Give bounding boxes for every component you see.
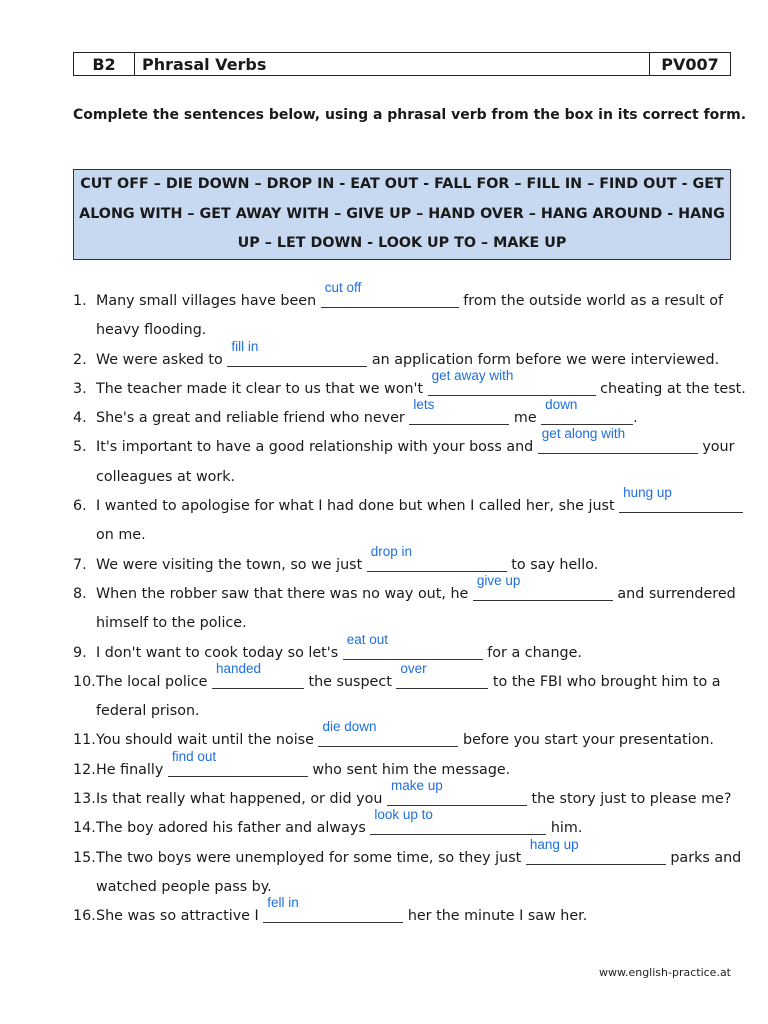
answer-blank[interactable] <box>263 895 403 923</box>
instructions: Complete the sentences below, using a phrasal verb from the box in its correct form. <box>73 107 747 123</box>
sentence-fragment: and surrendered <box>612 585 736 602</box>
filled-answer: die down <box>322 719 377 735</box>
sentence-fragment: your <box>697 439 735 456</box>
sentence-item <box>73 660 733 697</box>
answer-blank[interactable] <box>318 719 458 747</box>
sentence-fragment: the story just to please me? <box>526 791 732 808</box>
answer-blank[interactable] <box>396 660 488 689</box>
sentence-fragment: watched people pass by. <box>96 878 272 895</box>
sentence-continuation <box>73 873 733 902</box>
sentence-number: 10. <box>73 673 96 690</box>
answer-blank[interactable] <box>227 338 367 367</box>
sentence-fragment: She's a great and reliable friend who never <box>96 410 410 427</box>
sentence-fragment: The two boys were unemployed for some time, so they just <box>96 849 526 866</box>
answer-blank[interactable] <box>526 836 666 865</box>
worksheet-code: PV007 <box>649 53 730 75</box>
level-label: B2 <box>74 53 135 75</box>
sentence-fragment: The local police <box>96 673 212 690</box>
sentence-continuation <box>73 609 733 638</box>
sentence-number: 12. <box>73 761 96 778</box>
sentence-fragment: He finally <box>96 761 168 778</box>
sentence-text <box>96 660 721 697</box>
filled-answer: down <box>545 397 578 413</box>
sentence-text <box>96 543 599 580</box>
sentence-fragment: to say hello. <box>506 556 599 573</box>
filled-answer: make up <box>390 778 443 794</box>
sentence-fragment: You should wait until the noise <box>96 732 319 749</box>
sentence-fragment: to the FBI who brought him to a <box>488 673 721 690</box>
filled-answer: hang up <box>529 836 579 852</box>
sentence-fragment: on me. <box>96 527 146 544</box>
filled-answer: hung up <box>623 485 672 501</box>
sentence-item <box>73 367 746 404</box>
sentence-text <box>96 463 235 492</box>
sentence-fragment: The teacher made it clear to us that we won't <box>96 380 428 397</box>
sentence-number: 3. <box>73 380 87 397</box>
sentence-fragment: colleagues at work. <box>96 468 236 485</box>
filled-answer: give up <box>476 572 521 588</box>
worksheet-title: Phrasal Verbs <box>142 54 267 74</box>
sentence-number: 11. <box>73 732 96 749</box>
answer-blank[interactable] <box>619 485 743 513</box>
sentence-text <box>96 338 720 375</box>
sentence-fragment: federal prison. <box>96 703 200 720</box>
sentence-continuation <box>73 697 733 726</box>
sentence-item <box>73 807 733 843</box>
answer-blank[interactable] <box>538 426 698 454</box>
exercise-list <box>73 280 746 932</box>
sentence-fragment: We were visiting the town, so we just <box>96 556 367 573</box>
filled-answer: over <box>400 660 427 676</box>
sentence-fragment: me <box>509 410 542 427</box>
sentence-item <box>73 836 742 873</box>
answer-blank[interactable] <box>321 280 459 308</box>
sentence-text <box>96 836 742 873</box>
sentence-number: 9. <box>73 644 87 661</box>
answer-blank[interactable] <box>343 631 483 660</box>
sentence-fragment: When the robber saw that there was no way out, he <box>96 585 473 602</box>
sentence-item <box>73 543 733 580</box>
answer-blank[interactable] <box>367 543 507 572</box>
sentence-number: 8. <box>73 585 87 602</box>
sentence-fragment: We were asked to <box>96 351 228 368</box>
answer-blank[interactable] <box>541 397 633 425</box>
filled-answer: cut off <box>324 280 362 295</box>
sentence-fragment: from the outside world as a result of <box>458 293 724 309</box>
sentence-item <box>73 572 736 609</box>
sentence-text <box>96 521 146 550</box>
sentence-number: 15. <box>73 849 96 866</box>
sentence-item <box>73 895 733 931</box>
sentence-number: 1. <box>73 293 87 309</box>
word-box-line: UP – LET DOWN - LOOK UP TO – MAKE UP <box>237 235 567 252</box>
sentence-text <box>96 697 200 726</box>
sentence-item <box>73 338 733 375</box>
sentence-text <box>96 631 582 668</box>
sentence-number: 16. <box>73 908 96 925</box>
sentence-text <box>96 873 272 902</box>
sentence-text <box>96 572 736 609</box>
sentence-text <box>96 280 724 316</box>
sentence-fragment: for a change. <box>482 644 582 661</box>
sentence-fragment: heavy flooding. <box>96 322 207 339</box>
sentence-number: 7. <box>73 556 87 573</box>
sentence-number: 5. <box>73 439 87 456</box>
answer-blank[interactable] <box>473 572 613 601</box>
footer-url: www.english-practice.at <box>598 966 731 979</box>
sentence-fragment: I wanted to apologise for what I had done but when I called her, she just <box>96 498 620 515</box>
sentence-number: 4. <box>73 410 87 427</box>
sentence-text <box>96 316 206 345</box>
sentence-fragment: an application form before we were interviewed. <box>367 351 720 368</box>
sentence-text <box>96 426 735 462</box>
sentence-item <box>73 426 735 462</box>
sentence-fragment: The boy adored his father and always <box>96 820 371 837</box>
answer-blank[interactable] <box>212 660 304 689</box>
filled-answer: drop in <box>370 543 413 559</box>
sentence-fragment: She was so attractive I <box>96 908 264 925</box>
sentence-fragment: It's important to have a good relationship with your boss and <box>96 439 538 456</box>
sentence-fragment: . <box>633 410 638 427</box>
sentence-text <box>96 807 583 843</box>
answer-blank[interactable] <box>387 778 527 806</box>
word-box-line: ALONG WITH – GET AWAY WITH – GIVE UP – HAND OVER – HANG AROUND - HANG <box>79 205 725 222</box>
sentence-fragment: I don't want to cook today so let's <box>96 644 343 661</box>
sentence-number: 14. <box>73 820 96 837</box>
sentence-number: 6. <box>73 498 87 515</box>
sentence-fragment: before you start your presentation. <box>458 732 714 749</box>
sentence-fragment: parks and <box>665 849 742 866</box>
answer-blank[interactable] <box>409 397 509 425</box>
sentence-fragment: the suspect <box>303 673 397 690</box>
filled-answer: eat out <box>346 631 388 647</box>
answer-blank[interactable] <box>428 367 596 396</box>
sentence-fragment: cheating at the test. <box>595 380 746 397</box>
sentence-number: 13. <box>73 791 96 808</box>
sentence-fragment: who sent him the message. <box>307 761 511 778</box>
sentence-text <box>96 895 588 931</box>
phrasal-verb-box <box>73 169 731 260</box>
filled-answer: fill in <box>231 338 259 354</box>
filled-answer: get away with <box>431 367 514 383</box>
filled-answer: handed <box>215 660 262 676</box>
sentence-text <box>96 485 743 521</box>
answer-blank[interactable] <box>370 807 546 835</box>
word-box-line: CUT OFF – DIE DOWN – DROP IN - EAT OUT - FALL FOR – FILL IN – FIND OUT - GET <box>80 176 724 193</box>
worksheet-header <box>73 52 731 76</box>
sentence-fragment: Is that really what happened, or did you <box>96 791 387 808</box>
sentence-continuation <box>73 316 733 345</box>
filled-answer: get along with <box>541 426 626 442</box>
sentence-fragment: him. <box>546 820 583 837</box>
filled-answer: lets <box>413 397 435 413</box>
sentence-fragment: Many small villages have been <box>96 293 321 309</box>
sentence-number: 2. <box>73 351 87 368</box>
filled-answer: fell in <box>267 895 299 911</box>
sentence-text <box>96 748 511 785</box>
filled-answer: find out <box>171 748 217 764</box>
sentence-fragment: her the minute I saw her. <box>403 908 588 925</box>
sentence-fragment: himself to the police. <box>96 615 247 632</box>
sentence-text <box>96 609 247 638</box>
sentence-item <box>73 485 733 521</box>
sentence-item <box>73 397 733 433</box>
sentence-item <box>73 280 733 316</box>
filled-answer: look up to <box>374 807 433 823</box>
answer-blank[interactable] <box>168 748 308 777</box>
